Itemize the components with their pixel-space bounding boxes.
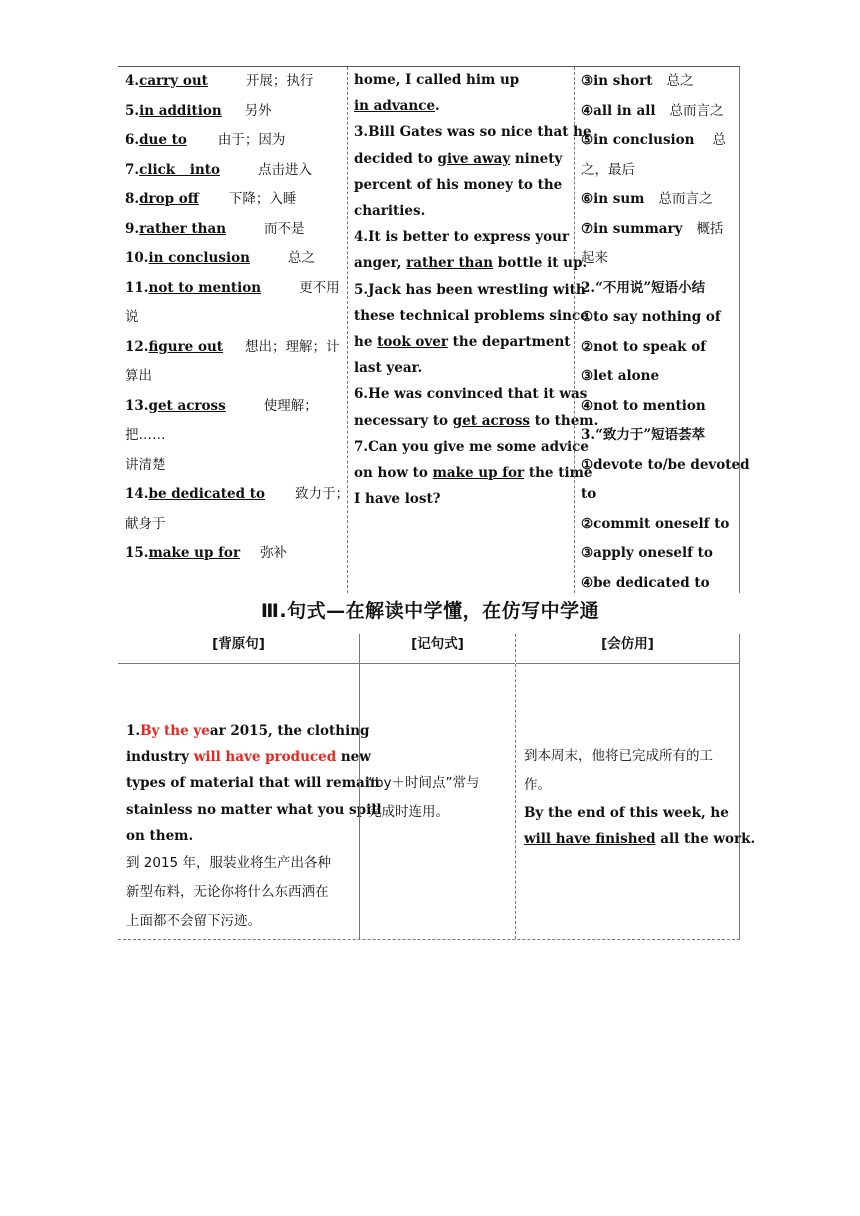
sentence-line: on how to make up for the time: [354, 465, 593, 482]
phrase-item-14-cont: 献身于: [125, 515, 166, 532]
sentence-line: charities.: [354, 203, 426, 220]
summary-line: ④be dedicated to: [581, 574, 710, 591]
phrase-item-13: 13.get across 使理解；: [125, 397, 318, 414]
summary-heading: 2.“不用说”短语小结: [581, 279, 706, 296]
phrase-item-8: 8.drop off 下降；入睡: [125, 191, 297, 207]
imitation-answer-line: will have finished all the work.: [524, 831, 756, 848]
sentence-line: 6.He was convinced that it was: [354, 386, 588, 403]
column-header: [会仿用]: [516, 634, 739, 664]
translation-line: 到 2015 年，服装业将生产出各种: [126, 855, 331, 872]
phrase-item-14: 14.be dedicated to 致力于；: [125, 486, 349, 502]
sentence-line: these technical problems since: [354, 307, 589, 324]
phrase-item-13-cont2: 讲清楚: [125, 456, 166, 473]
phrase-item-9: 9.rather than 而不是: [125, 220, 305, 237]
column-header: [记句式]: [360, 634, 515, 664]
sentence-line: 1.By the year 2015, the clothing: [126, 723, 370, 739]
translation-line: 新型布料，无论你将什么东西洒在: [126, 884, 329, 901]
vocabulary-table: [118, 66, 750, 593]
summary-line: ④not to mention: [581, 397, 706, 414]
summary-line: ②commit oneself to: [581, 515, 730, 532]
summary-line: ③in short 总之: [581, 73, 694, 89]
sentence-line: percent of his money to the: [354, 176, 563, 193]
sentence-line: industry will have produced new: [126, 749, 371, 766]
phrase-item-4: 4.carry out 开展；执行: [125, 73, 314, 89]
summary-line: ①to say nothing of: [581, 309, 721, 325]
imitation-prompt-line: 作。: [524, 777, 551, 793]
phrase-item-7: 7.click into 点击进入: [125, 161, 313, 178]
sentence-line: 4.It is better to express your: [354, 229, 570, 246]
pattern-line: 完成时连用。: [368, 804, 449, 820]
summary-line: ①devote to/be devoted: [581, 456, 750, 473]
summary-line: ③let alone: [581, 368, 660, 384]
summary-line: ⑦in summary 概括: [581, 220, 724, 237]
pattern-line: “by＋时间点”常与: [368, 775, 480, 791]
imitation-prompt-line: 到本周末，他将已完成所有的工: [524, 748, 713, 764]
phrase-item-11: 11.not to mention 更不用: [125, 279, 340, 296]
sentence-line: stainless no matter what you spill: [126, 801, 382, 818]
original-sentence-column: [118, 634, 382, 939]
sentence-line: decided to give away ninety: [354, 150, 563, 167]
phrase-list-column: [118, 67, 347, 593]
phrase-summary-column: [574, 67, 750, 593]
summary-line: ④all in all 总而言之: [581, 102, 724, 119]
sentence-line: he took over the department: [354, 334, 571, 351]
sentence-line: last year.: [354, 360, 423, 377]
sentence-line: on them.: [126, 827, 194, 844]
phrase-item-13-cont: 把……: [125, 427, 166, 443]
summary-line: ②not to speak of: [581, 338, 707, 355]
summary-line: 起来: [581, 250, 608, 266]
sentence-line: I have lost?: [354, 491, 441, 508]
phrase-item-11-cont: 说: [125, 309, 139, 325]
summary-line: ⑥in sum 总而言之: [581, 191, 713, 207]
sentence-pattern-table: [118, 634, 756, 940]
summary-line: ⑤in conclusion 总: [581, 132, 726, 148]
translation-line: 上面都不会留下污迹。: [126, 913, 261, 930]
phrase-item-10: 10.in conclusion 总之: [125, 250, 315, 266]
pattern-column: [359, 634, 515, 939]
phrase-item-12: 12.figure out 想出；理解；计: [125, 338, 340, 355]
phrase-item-6: 6.due to 由于；因为: [125, 132, 286, 148]
section-title: Ⅲ.句式—在解读中学懂，在仿写中学通: [260, 600, 600, 622]
summary-line: 之，最后: [581, 161, 635, 178]
sentence-line: 7.Can you give me some advice: [354, 438, 589, 455]
summary-line: to: [581, 486, 597, 502]
sentence-line: 5.Jack has been wrestling with: [354, 281, 586, 298]
imitation-answer-line: By the end of this week, he: [524, 805, 729, 821]
sentence-line: types of material that will remain: [126, 775, 380, 792]
phrase-item-5: 5.in addition 另外: [125, 102, 272, 119]
sentence-line: necessary to get across to them.: [354, 412, 599, 429]
column-header: [背原句]: [118, 634, 359, 664]
phrase-item-15: 15.make up for 弥补: [125, 545, 288, 561]
sentence-line: 3.Bill Gates was so nice that he: [354, 124, 592, 141]
phrase-item-12-cont: 算出: [125, 368, 152, 384]
summary-line: ③apply oneself to: [581, 545, 713, 561]
imitation-column: [515, 634, 756, 939]
summary-heading: 3.“致力于”短语荟萃: [581, 427, 706, 443]
sentence-line: home, I called him up: [354, 72, 520, 88]
sentence-line: anger, rather than bottle it up.: [354, 255, 588, 272]
sentence-line: in advance.: [354, 98, 440, 115]
